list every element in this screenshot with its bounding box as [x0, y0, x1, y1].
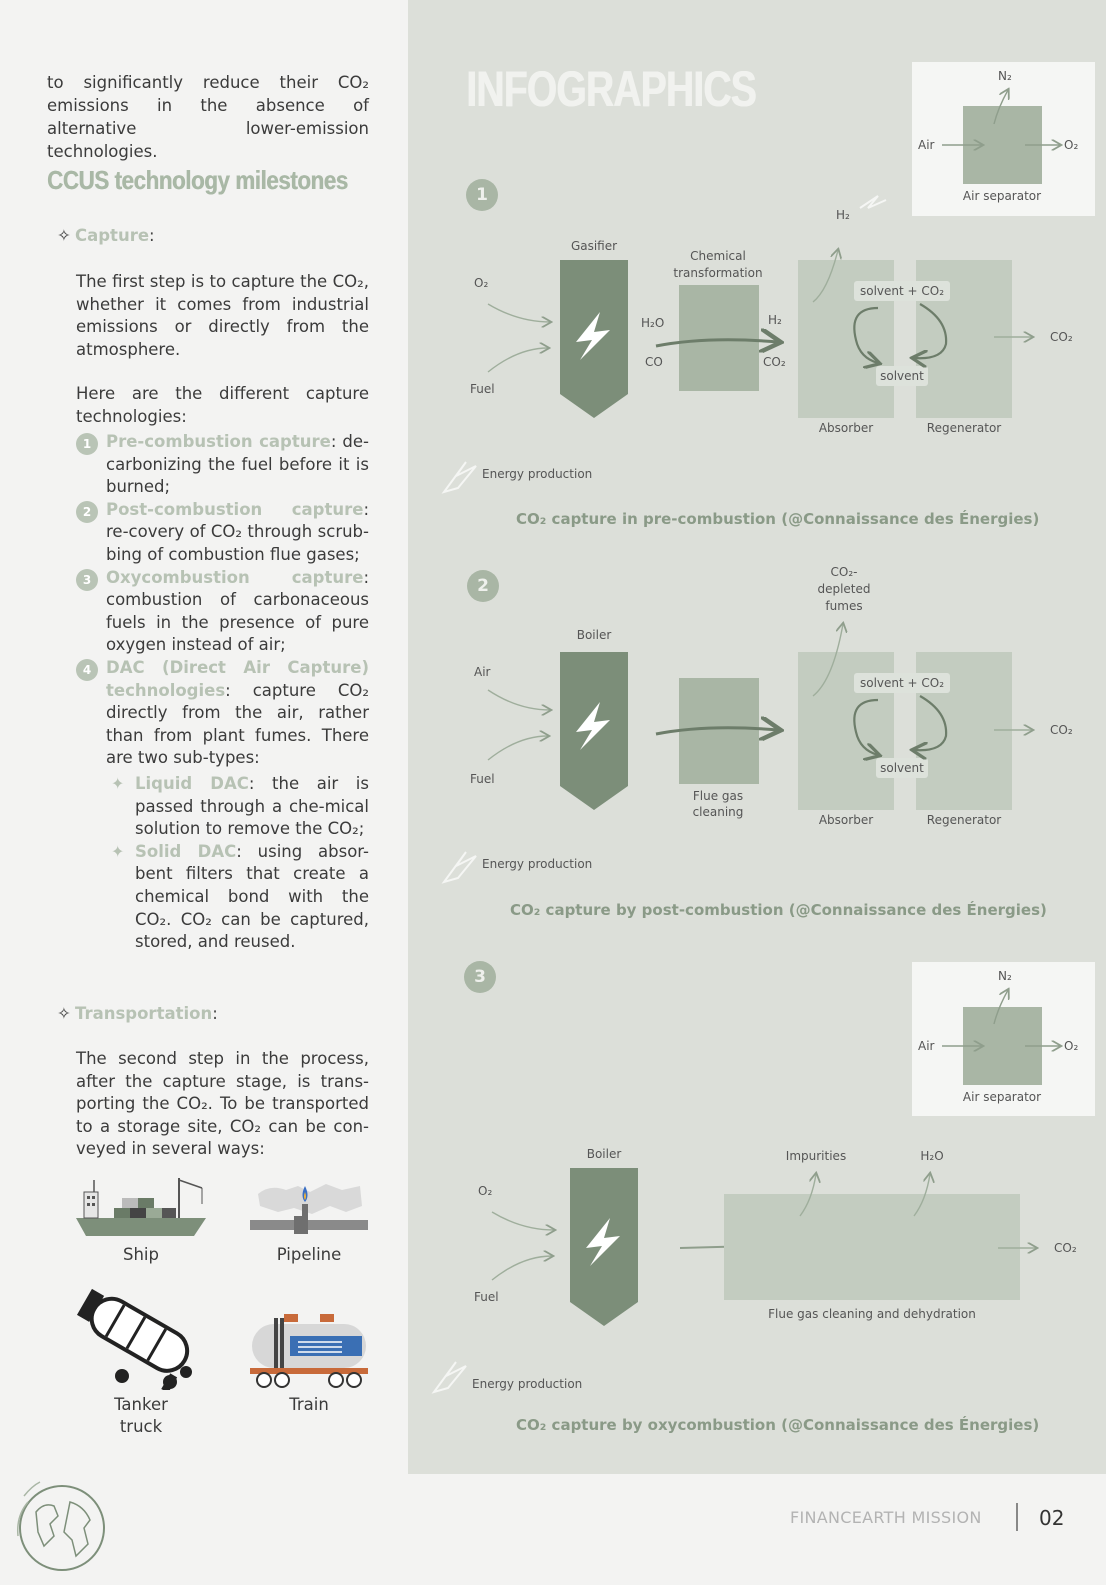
transport-pipeline: [250, 1176, 368, 1266]
depleted-label-line1: CO₂-: [830, 565, 858, 579]
caption-pre-combustion: CO₂ capture in pre-combustion (@Connaissance des Énergies): [516, 510, 1040, 528]
pipeline-label: Pipeline: [276, 1245, 342, 1264]
fuel-label: Fuel: [470, 382, 495, 396]
energy-lightning-icon: [434, 1362, 466, 1392]
step-badge-3: 3: [464, 961, 496, 993]
sub-list-item: [76, 841, 369, 954]
ship-label: Ship: [123, 1245, 159, 1264]
flue-label-line1: Flue gas: [692, 789, 744, 803]
n2-label: N₂: [998, 969, 1012, 983]
co-label: CO: [645, 355, 663, 369]
flue-dehydration-label: Flue gas cleaning and dehydration: [768, 1307, 976, 1321]
regenerator-label: Regenerator: [926, 813, 1002, 827]
absorber-label: Absorber: [818, 421, 874, 435]
impurities-label: Impurities: [785, 1149, 847, 1163]
gasifier-label: Gasifier: [570, 239, 618, 253]
h2o-label: H₂O: [641, 316, 665, 330]
energy-lightning-icon: [444, 852, 476, 882]
intro-paragraph: to significantly reduce their CO₂ emissions in the absence of alternative lower-emission technologies.: [47, 73, 369, 161]
chemical-label-line1: Chemical: [690, 249, 746, 263]
left-column: [0, 0, 408, 1474]
item-text: : re-covery of CO₂ through scrub-bing of combustion flue gases;: [106, 499, 369, 564]
boiler-label: Boiler: [586, 1147, 622, 1161]
fuel-label: Fuel: [474, 1290, 499, 1304]
depleted-label-line3: fumes: [825, 599, 863, 613]
depleted-label-line2: depleted: [817, 582, 871, 596]
ship-icon: [74, 1176, 208, 1240]
step-badge-1: 1: [466, 179, 498, 211]
list-item: [76, 431, 369, 499]
page-number: 02: [1039, 1506, 1065, 1530]
co2-final-label: CO₂: [1054, 1241, 1077, 1255]
subitem-text: : using absor-bent filters that create a chemical bond with the CO₂. CO₂ can be captured, stored, and reused.: [135, 841, 369, 952]
o2-label: O₂: [1064, 138, 1079, 152]
tanker-label-line1: Tanker: [114, 1395, 168, 1414]
subitem-title: Solid DAC: [135, 841, 237, 861]
train-label: Train: [289, 1395, 329, 1414]
o2-input-label: O₂: [474, 276, 489, 290]
air-label: Air: [918, 138, 935, 152]
sparkle-icon: ✦: [111, 774, 125, 793]
post-combustion-diagram: [408, 560, 1106, 890]
step-badge-2: 2: [467, 570, 499, 602]
transportation-title: Transportation: [75, 1004, 213, 1023]
sparkle-icon: ✦: [111, 841, 125, 861]
solvent-label: solvent: [880, 761, 924, 775]
item-title: Pre-combustion capture: [106, 432, 331, 451]
energy-label: Energy production: [482, 467, 593, 481]
co2-final-label: CO₂: [1050, 330, 1073, 344]
capture-title: Capture: [75, 226, 150, 245]
subitem-text: : the air is passed through a che-mical solution to remove the CO₂;: [135, 774, 369, 839]
infographics-title: INFOGRAPHICS: [466, 61, 756, 117]
capture-paragraph-2: Here are the different capture technologies:: [76, 384, 369, 426]
co2-final-label: CO₂: [1050, 723, 1073, 737]
capture-heading: ✧ Capture:: [57, 226, 155, 245]
oxycombustion-diagram: [408, 960, 1106, 1400]
diamond-icon: ✧: [57, 1004, 71, 1023]
caption-oxycombustion: CO₂ capture by oxycombustion (@Connaissance des Énergies): [516, 1416, 1040, 1434]
subitem-title: Liquid DAC: [135, 774, 249, 793]
pipeline-icon: [250, 1176, 368, 1240]
footer-separator: [1016, 1503, 1018, 1531]
list-item: [76, 657, 369, 770]
co2-out-label: CO₂: [763, 355, 786, 369]
number-badge: 3: [76, 569, 98, 591]
pre-combustion-diagram: [408, 60, 1106, 500]
air-input-label: Air: [474, 665, 491, 679]
list-item: [76, 567, 369, 657]
solvent-co2-label: solvent + CO₂: [859, 284, 945, 298]
energy-lightning-icon: [444, 462, 476, 492]
flue-label-line2: cleaning: [692, 805, 744, 819]
solvent-co2-label: solvent + CO₂: [859, 676, 945, 690]
item-text: : combustion of carbonaceous fuels in the presence of pure oxygen instead of air;: [106, 567, 369, 655]
item-text: : de-carbonizing the fuel before it is burned;: [106, 432, 369, 497]
o2-input-label: O₂: [478, 1184, 493, 1198]
capture-paragraph-1: The first step is to capture the CO₂, whether it comes from industrial emissions or directly from the atmosphere.: [76, 272, 369, 359]
globe-logo: [14, 1476, 110, 1576]
transport-tanker-truck: [74, 1286, 208, 1438]
air-separator-label: Air separator: [962, 1090, 1042, 1104]
flue-gas-box: [679, 678, 759, 784]
regenerator-label: Regenerator: [926, 421, 1002, 435]
list-item: [76, 499, 369, 567]
item-title: Oxycombustion capture: [106, 567, 364, 587]
number-badge: 4: [76, 659, 98, 681]
h2-out-label: H₂: [768, 313, 782, 327]
solvent-label: solvent: [880, 369, 924, 383]
fuel-label: Fuel: [470, 772, 495, 786]
boiler-label: Boiler: [576, 628, 612, 642]
transport-train: [250, 1310, 368, 1416]
o2-label: O₂: [1064, 1039, 1079, 1053]
flue-dehydration-box: [724, 1194, 1020, 1300]
lightning-outline-icon: [860, 196, 886, 208]
milestones-heading: CCUS technology milestones: [47, 165, 348, 195]
transportation-heading: ✧ Transportation:: [57, 1004, 218, 1023]
chemical-label-line2: transformation: [673, 266, 763, 280]
dac-sublist: [76, 773, 369, 954]
energy-label: Energy production: [472, 1377, 583, 1391]
footer-brand: FINANCEARTH MISSION: [790, 1508, 982, 1527]
caption-post-combustion: CO₂ capture by post-combustion (@Connaissance des Énergies): [510, 901, 1047, 919]
transport-ship: [74, 1176, 208, 1266]
item-title: DAC (Direct Air Capture) technologies: [106, 657, 369, 700]
number-badge: 1: [76, 433, 98, 455]
sub-list-item: [76, 773, 369, 841]
energy-label: Energy production: [482, 857, 593, 871]
capture-list: [76, 431, 369, 770]
h2o-label: H₂O: [920, 1149, 944, 1163]
tanker-label-line2: truck: [119, 1417, 163, 1436]
absorber-label: Absorber: [818, 813, 874, 827]
item-text: : capture CO₂ directly from the air, rather than from plant fumes. There are two sub-types:: [106, 680, 369, 768]
number-badge: 2: [76, 501, 98, 523]
transportation-paragraph: The second step in the process, after the capture stage, is trans-porting the CO₂. To be transported to a storage site, CO₂ can be con-veyed in several ways:: [76, 1049, 369, 1159]
tanker-truck-icon: [74, 1286, 208, 1390]
air-label: Air: [918, 1039, 935, 1053]
item-title: Post-combustion capture: [106, 499, 364, 519]
chemical-box: [679, 285, 759, 391]
train-icon: [250, 1310, 368, 1390]
air-separator-label: Air separator: [962, 189, 1042, 203]
h2-top-label: H₂: [836, 208, 850, 222]
n2-label: N₂: [998, 69, 1012, 83]
diamond-icon: ✧: [57, 226, 71, 245]
